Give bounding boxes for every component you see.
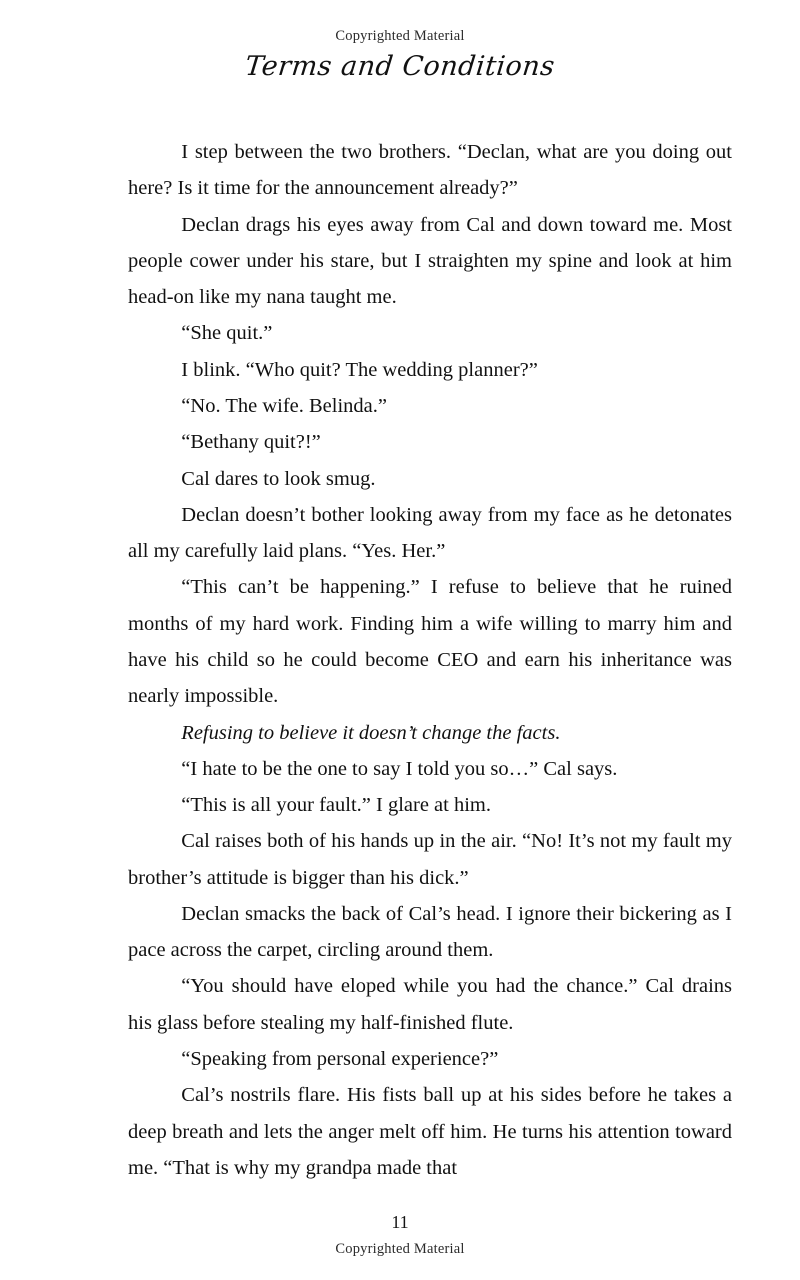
paragraph: “Speaking from personal experience?” — [181, 1048, 499, 1071]
paragraph-italic: Refusing to believe it doesn’t change the facts. — [181, 721, 561, 744]
copyright-notice-top: Copyrighted Material — [335, 28, 465, 44]
paragraph: “You should have eloped while you had the chance.” Cal drains his glass before stealing my half-finished flute. — [128, 975, 732, 1034]
page-number: 11 — [391, 1212, 409, 1232]
paragraph: I blink. “Who quit? The wedding planner?” — [181, 358, 538, 381]
paragraph: I step between the two brothers. “Declan, what are you doing out here? Is it time for the announcement already?” — [128, 141, 732, 200]
paragraph: Declan smacks the back of Cal’s head. I ignore their bickering as I pace across the carpet, circling around them. — [128, 902, 732, 962]
book-title-header: Terms and Conditions — [243, 51, 557, 82]
paragraph: Declan drags his eyes away from Cal and down toward me. Most people cower under his stare, but I straighten my spine and look at him head-on like my nana taught me. — [128, 213, 732, 309]
page-body — [128, 82, 732, 1280]
paragraph: “I hate to be the one to say I told you so…” Cal says. — [181, 757, 618, 780]
page-footer — [0, 1212, 800, 1258]
paragraph: “She quit.” — [181, 322, 273, 345]
paragraph: “No. The wife. Belinda.” — [181, 394, 387, 417]
paragraph: Declan doesn’t bother looking away from my face as he detonates all my carefully laid plans. “Yes. Her.” — [128, 503, 732, 563]
paragraph: “This is all your fault.” I glare at him. — [181, 794, 491, 817]
paragraph: Cal raises both of his hands up in the air. “No! It’s not my fault my brother’s attitude is bigger than his dick.” — [128, 830, 732, 889]
paragraph: “Bethany quit?!” — [181, 431, 321, 454]
paragraph: “This can’t be happening.” I refuse to believe that he ruined months of my hard work. Finding him a wife willing to marry him and have his child so he could become CEO and earn his inheritance was nearly impossible. — [128, 576, 732, 708]
paragraph: Cal’s nostrils flare. His fists ball up at his sides before he takes a deep breath and lets the anger melt off him. He turns his attention toward me. “That is why my grandpa made that — [128, 1084, 732, 1179]
paragraph: Cal dares to look smug. — [181, 467, 376, 490]
copyright-notice-bottom: Copyrighted Material — [335, 1241, 465, 1257]
